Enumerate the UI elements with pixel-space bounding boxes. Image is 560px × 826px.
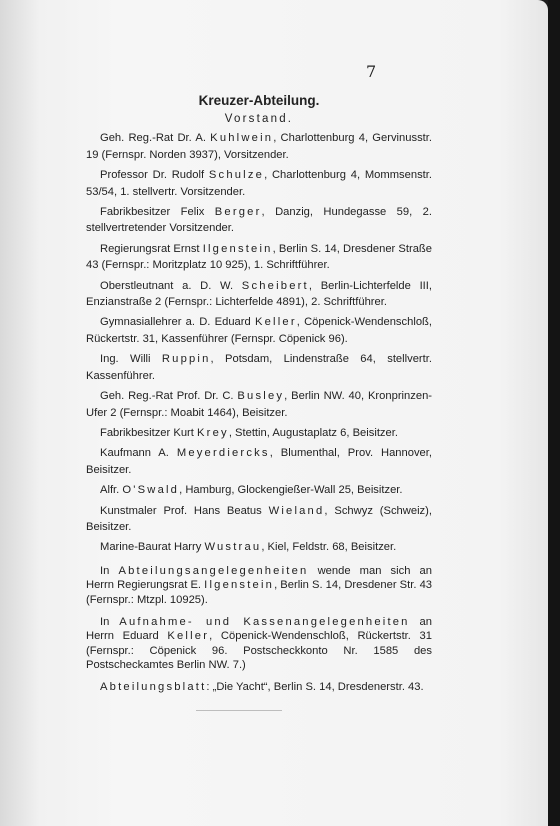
- member-details: , Charlottenburg 4, Gervinusstr. 19 (Fernspr. Norden 3937), Vorsitzender.: [86, 132, 432, 161]
- board-member-entry: [86, 503, 432, 536]
- member-title: Kunstmaler Prof. Hans Beatus: [100, 504, 269, 517]
- member-details: , Schwyz (Schweiz), Beisitzer.: [86, 504, 432, 533]
- note-mid: wende man sich an Herrn Regierungsrat E.: [86, 564, 432, 592]
- note-mid: an Herrn Eduard: [86, 615, 432, 643]
- member-details: , Blumenthal, Prov. Hannover, Beisitzer.: [86, 447, 432, 476]
- member-title: Oberstleutnant a. D. W.: [100, 279, 242, 292]
- member-details: , Hamburg, Glockengießer-Wall 25, Beisitzer.: [179, 484, 403, 497]
- board-member-entry: [86, 130, 432, 163]
- member-surname: Kuhlwein: [210, 132, 274, 145]
- member-surname: Meyerdiercks: [176, 447, 270, 460]
- note-lead: In: [100, 615, 120, 628]
- contact-note: [86, 680, 432, 695]
- member-surname: O'Swald: [122, 484, 180, 497]
- member-surname: Scheibert: [241, 279, 309, 292]
- member-surname: Keller: [254, 316, 297, 329]
- board-member-entry: [86, 278, 432, 311]
- member-details: , Stettin, Augustaplatz 6, Beisitzer.: [228, 426, 398, 439]
- note-spaced2: Keller: [167, 630, 210, 643]
- member-details: , Danzig, Hundegasse 59, 2. stellvertretender Vorsitzender.: [86, 206, 432, 235]
- member-surname: Berger: [214, 206, 262, 219]
- board-member-entry: [86, 241, 432, 274]
- member-surname: Busley: [237, 390, 285, 403]
- section-heading: Kreuzer-Abteilung.: [198, 93, 320, 108]
- member-surname: Ruppin: [161, 353, 211, 366]
- board-member-entry: [86, 314, 432, 347]
- member-title: Fabrikbesitzer Kurt: [100, 426, 197, 439]
- member-details: , Potsdam, Lindenstraße 64, stellvertr. Kassenführer.: [86, 353, 432, 382]
- member-title: Kaufmann A.: [100, 447, 177, 460]
- member-title: Alfr.: [100, 484, 123, 497]
- member-details: , Cöpenick-Wendenschloß, Rückertstr. 31, Kassenführer (Fernspr. Cöpenick 96).: [86, 316, 432, 345]
- page-content: [86, 92, 432, 702]
- board-member-entry: [86, 167, 432, 200]
- member-title: Professor Dr. Rudolf: [100, 169, 209, 182]
- note-mid: : „Die Yacht“, Berlin S. 14, Dresdenerstr. 43.: [206, 680, 424, 693]
- board-member-entry: [86, 445, 432, 478]
- page-edge: [548, 0, 560, 826]
- member-title: Geh. Reg.-Rat Dr. A.: [100, 132, 211, 145]
- member-surname: Krey: [197, 426, 229, 439]
- board-member-entry: [86, 482, 432, 498]
- member-title: Regierungsrat Ernst: [100, 242, 203, 255]
- member-surname: Ilgenstein: [202, 242, 273, 255]
- note-lead: In: [100, 564, 119, 577]
- note-spaced2: Ilgenstein: [204, 579, 275, 592]
- board-member-entry: [86, 204, 432, 237]
- note-spaced: Abteilungsangelegenheiten: [118, 564, 309, 577]
- member-details: , Kiel, Feldstr. 68, Beisitzer.: [261, 541, 397, 554]
- member-surname: Wustrau: [204, 541, 262, 554]
- member-details: , Berlin NW. 40, Kronprinzen-Ufer 2 (Fernspr.: Moabit 1464), Beisitzer.: [86, 390, 433, 419]
- board-member-entry: [86, 388, 432, 421]
- subheading: Vorstand.: [224, 113, 294, 125]
- member-details: , Berlin S. 14, Dresdener Straße 43 (Fernspr.: Moritzplatz 10 925), 1. Schriftführer.: [86, 242, 432, 272]
- note-spaced: Abteilungsblatt: [100, 680, 207, 693]
- board-member-entry: [86, 351, 432, 384]
- member-title: Gymnasiallehrer a. D. Eduard: [100, 316, 255, 329]
- note-tail: , Cöpenick-Wendenschloß, Rückertstr. 31 (Fernspr.: Cöpenick 96. Postscheckkonto Nr. 1585 des Postscheckamtes Berlin NW. 7.): [86, 630, 432, 672]
- member-title: Geh. Reg.-Rat Prof. Dr. C.: [100, 390, 238, 403]
- member-surname: Wieland: [268, 504, 325, 517]
- member-title: Ing. Willi: [100, 353, 162, 366]
- member-title: Marine-Baurat Harry: [100, 541, 205, 554]
- note-spaced: Aufnahme- und Kassenangelegenheiten: [119, 615, 410, 628]
- board-member-list: [86, 130, 432, 555]
- member-details: , Berlin-Lichterfelde III, Enzianstraße 2 (Fernspr.: Lichterfelde 4891), 2. Schriftführer.: [86, 279, 432, 309]
- closing-rule: [196, 710, 282, 711]
- member-surname: Schulze: [208, 169, 265, 182]
- member-details: , Charlottenburg 4, Mommsenstr. 53/54, 1. stellvertr. Vorsitzender.: [86, 169, 432, 198]
- page-number: 7: [366, 62, 377, 81]
- member-title: Fabrikbesitzer Felix: [100, 206, 215, 219]
- contact-notes: [86, 564, 432, 695]
- contact-note: [86, 564, 432, 608]
- contact-note: [86, 615, 432, 673]
- note-tail: , Berlin S. 14, Dresdener Str. 43 (Fernspr.: Mtzpl. 10925).: [86, 579, 433, 606]
- board-member-entry: [86, 539, 432, 555]
- board-member-entry: [86, 425, 432, 441]
